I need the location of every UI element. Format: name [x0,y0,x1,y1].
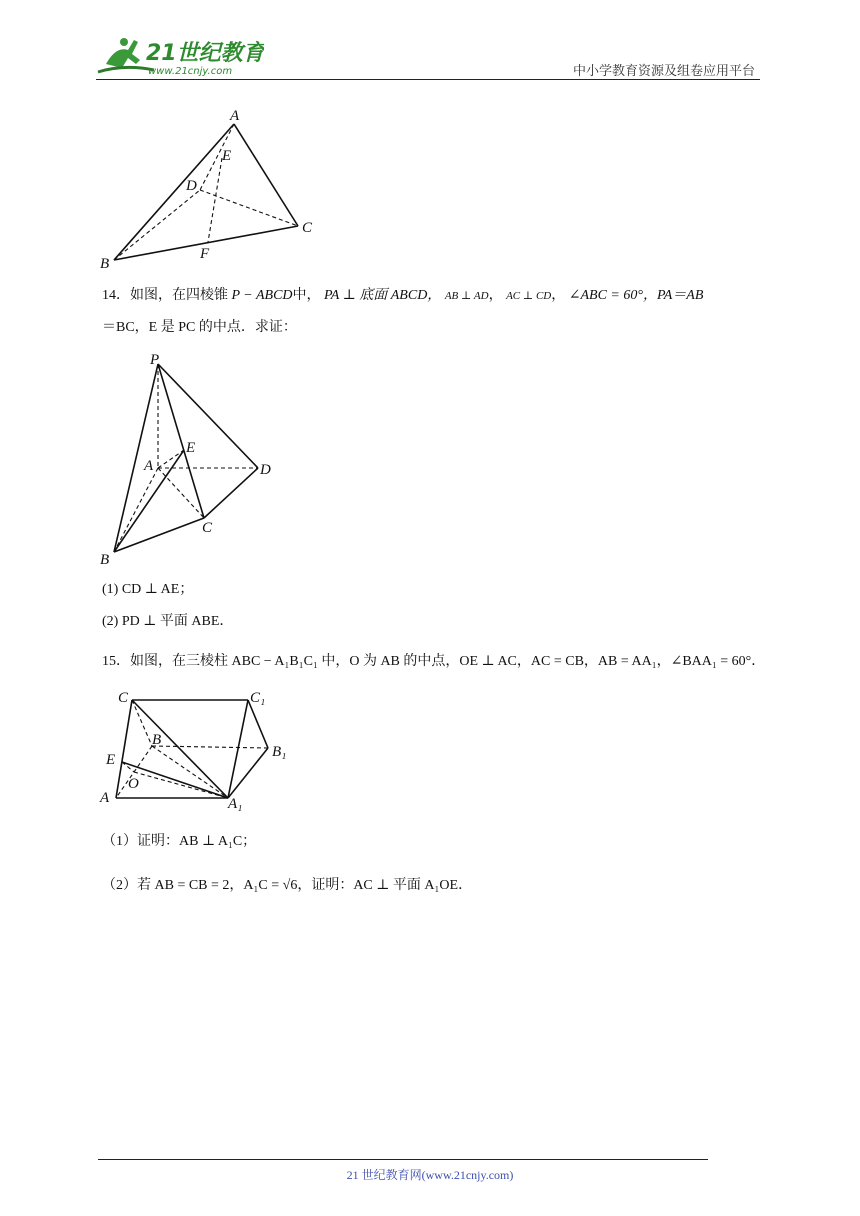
header-divider [96,79,760,80]
q14-part-2: (2) PD ⊥ 平面 ABE． [102,614,234,629]
label-A: A [230,108,240,124]
q14-comma-2: ， [551,288,566,303]
label-D: D [186,178,197,194]
q14-comma: ， [488,288,503,303]
label-C: C [202,520,213,536]
logo-main-text: 21世纪教育 [146,41,264,66]
q14-part-1: (1) CD ⊥ AE； [102,582,194,597]
label-D: D [260,462,271,478]
figure-pyramid [96,350,286,575]
label-C: C [118,690,129,706]
q14-ab-ad: AB ⊥ AD [444,290,489,302]
q14-intro: 如图，在四棱锥 [130,288,228,303]
q14-pa-perp: PA ⊥ 底面 ABCD， [324,288,442,303]
label-A: A [144,458,154,474]
footer-text: 21 世纪教育网(www.21cnjy.com) [346,1168,514,1182]
q14-pyramid: P − ABCD [231,288,293,303]
figure-prism [96,684,296,819]
site-logo [94,34,264,83]
q14-ac-cd: AC ⊥ CD [506,290,552,302]
q14-angle: ∠ABC = 60°，PA＝AB [568,288,704,303]
label-B1: B₁ [272,744,287,760]
label-F: F [200,246,210,262]
label-P: P [150,352,160,368]
label-B: B [100,256,110,272]
q14-line-1 [102,286,703,306]
figure-tetrahedron [96,104,326,281]
label-A: A [100,790,110,806]
platform-title: 中小学教育资源及组卷应用平台 [572,63,755,78]
footer-divider [98,1159,708,1160]
q14-line-2: ＝BC，E 是 PC 的中点．求证： [102,320,297,335]
label-E: E [186,440,196,456]
label-C: C [302,220,313,236]
q15-number: 15． [102,654,130,669]
label-C1: C₁ [250,690,266,706]
q14-number: 14． [102,288,130,303]
label-B: B [100,552,110,568]
q15-part-1: （1）证明：AB ⊥ A₁C； [102,834,257,849]
q15-text: 如图，在三棱柱 ABC − A₁B₁C₁ 中，O 为 AB 的中点，OE ⊥ AC，AC = CB，AB = AA₁，∠BAA₁ = 60°． [130,654,766,669]
q15-line-1 [102,652,765,672]
label-A1: A₁ [228,796,243,812]
q14-mid: 中， [292,288,321,303]
label-E: E [106,752,116,768]
q15-part-2: （2）若 AB = CB = 2，A₁C = √6，证明：AC ⊥ 平面 A₁OE． [102,878,473,893]
label-B: B [152,732,162,748]
label-E: E [222,148,232,164]
label-O: O [128,776,139,792]
logo-url-text: www.21cnjy.com [148,66,233,77]
